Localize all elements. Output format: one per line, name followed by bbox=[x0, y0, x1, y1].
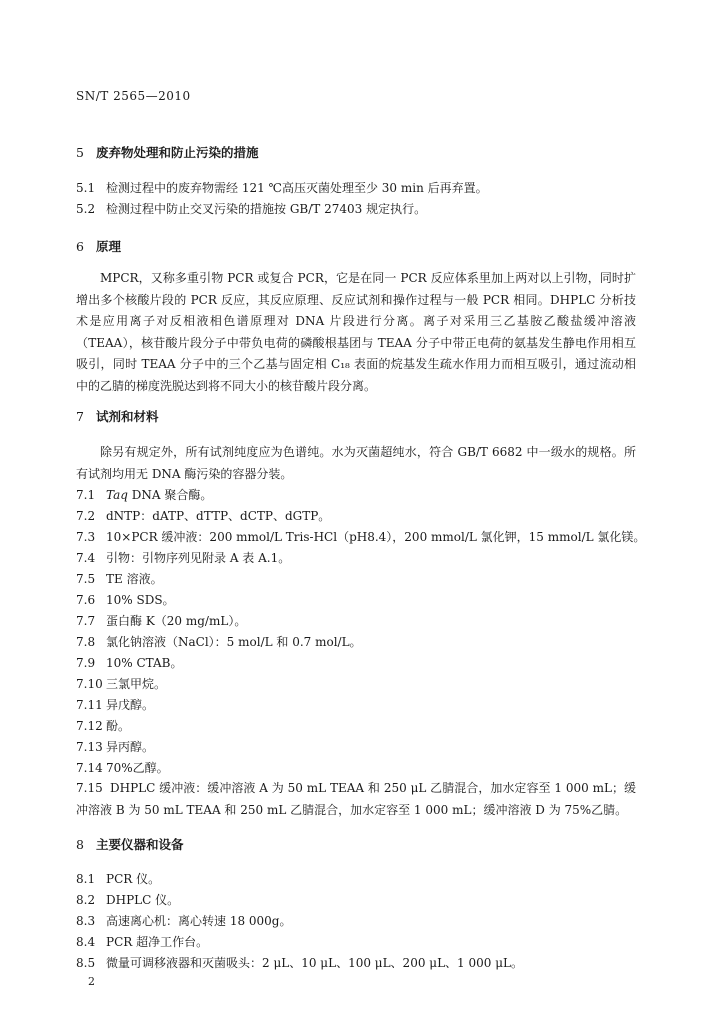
list-item: 8.1 PCR 仪。 bbox=[76, 872, 161, 886]
list-item: 7.15 DHPLC 缓冲液：缓冲溶液 A 为 50 mL TEAA 和 250 μL 乙腈混合，加水定容至 1 000 mL；缓冲溶液 B 为 50 mL TEAA 和 250 mL 乙腈混合，加水定容至 1 000 mL；缓冲溶液 D 为 75%乙腈。 bbox=[76, 781, 636, 817]
section-7-heading: 7 试剂和材料 bbox=[76, 409, 159, 424]
list-item: 7.6 10% SDS。 bbox=[76, 593, 175, 607]
section-8-heading: 8 主要仪器和设备 bbox=[76, 837, 184, 852]
list-item: 7.7 蛋白酶 K（20 mg/mL）。 bbox=[76, 614, 247, 628]
principle-paragraph: MPCR，又称多重引物 PCR 或复合 PCR，它是在同一 PCR 反应体系里加上两对以上引物，同时扩增出多个核酸片段的 PCR 反应，其反应原理、反应试剂和操作过程与一般 PCR 相同。DHPLC 分析技术是应用离子对反相液相色谱原理对 DNA 片段进行分离。离子对采用三乙基胺乙酸盐缓冲溶液（TEAA），核苷酸片段分子中带负电荷的磷酸根基团与 TEAA 分子中带正电荷的氨基发生静电作用相互吸引，同时 TEAA 分子中的三个乙基与固定相 C₁₈ 表面的烷基发生疏水作用力而相互吸引，通过流动相中的乙腈的梯度洗脱达到将不同大小的核苷酸片段分离。 bbox=[76, 271, 636, 393]
reagents-intro: 除另有规定外，所有试剂纯度应为色谱纯。水为灭菌超纯水，符合 GB/T 6682 中一级水的规格。所有试剂均用无 DNA 酶污染的容器分装。 bbox=[76, 445, 636, 481]
list-item: 8.3 高速离心机：离心转速 18 000g。 bbox=[76, 914, 292, 928]
section-5-heading: 5 废弃物处理和防止污染的措施 bbox=[76, 145, 259, 160]
list-item: 7.3 10×PCR 缓冲液：200 mmol/L Tris-HCl（pH8.4），200 mmol/L 氯化钾，15 mmol/L 氯化镁。 bbox=[76, 530, 646, 544]
list-item: 7.14 70%乙醇。 bbox=[76, 761, 169, 775]
list-item: 7.10 三氯甲烷。 bbox=[76, 677, 167, 691]
list-item: 8.4 PCR 超净工作台。 bbox=[76, 935, 209, 949]
list-item: 7.5 TE 溶液。 bbox=[76, 572, 163, 586]
list-item: 7.8 氯化钠溶液（NaCl）：5 mol/L 和 0.7 mol/L。 bbox=[76, 635, 362, 649]
page-number: 2 bbox=[88, 975, 95, 988]
list-item: 5.1 检测过程中的废弃物需经 121 ℃高压灭菌处理至少 30 min 后再弃置。 bbox=[76, 181, 488, 195]
list-item: 8.2 DHPLC 仪。 bbox=[76, 893, 180, 907]
list-item: 7.1 Taq DNA 聚合酶。 bbox=[76, 488, 213, 502]
section-6-heading: 6 原理 bbox=[76, 239, 122, 254]
list-item: 7.9 10% CTAB。 bbox=[76, 656, 183, 670]
list-item: 7.11 异戊醇。 bbox=[76, 698, 155, 712]
list-item: 8.5 微量可调移液器和灭菌吸头：2 μL、10 μL、100 μL、200 μL、1 000 μL。 bbox=[76, 956, 523, 970]
list-item: 5.2 检测过程中防止交叉污染的措施按 GB/T 27403 规定执行。 bbox=[76, 202, 427, 216]
list-item: 7.4 引物：引物序列见附录 A 表 A.1。 bbox=[76, 551, 291, 565]
standard-code: SN/T 2565—2010 bbox=[76, 89, 191, 103]
list-item: 7.13 异丙醇。 bbox=[76, 740, 155, 754]
list-item: 7.2 dNTP：dATP、dTTP、dCTP、dGTP。 bbox=[76, 509, 331, 523]
list-item: 7.12 酚。 bbox=[76, 719, 131, 733]
